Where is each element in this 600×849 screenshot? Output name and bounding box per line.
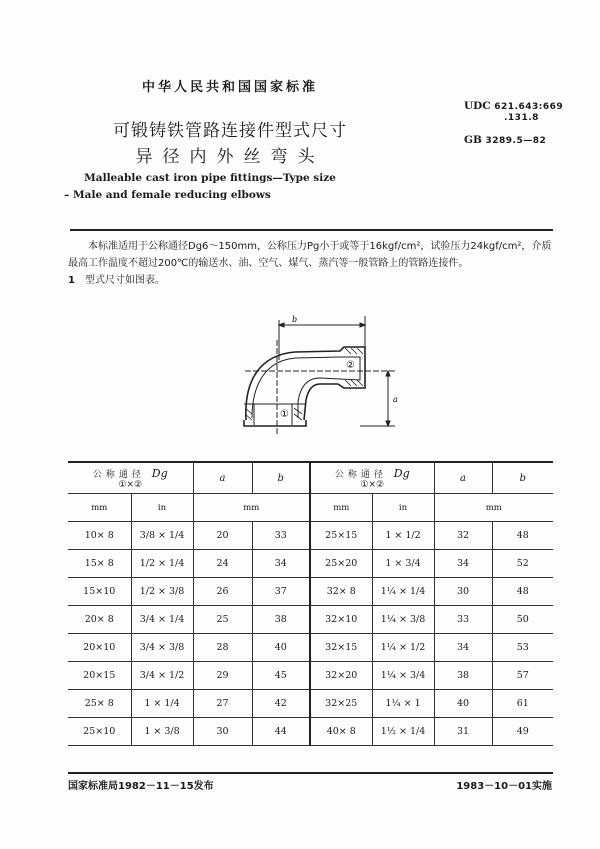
table-row [68,718,553,746]
cell-a: 26 [193,578,252,606]
table-header-row [68,462,553,494]
cell-in: 1¼ × 1/4 [372,578,434,606]
col-a-header: a [434,462,492,494]
cell-a: 30 [193,718,252,746]
cell-in: 3/4 × 1/2 [131,662,193,690]
cell-in: 1¼ × 1 [372,690,434,718]
cell-mm: 10× 8 [68,522,131,550]
cell-b: 52 [492,550,553,578]
cell-a: 38 [434,662,492,690]
cell-in: 1 × 3/8 [131,718,193,746]
cell-mm: 32×15 [310,634,372,662]
cell-b: 61 [492,690,553,718]
scope-paragraph: 本标准适用于公称通径Dg6～150mm，公称压力Pg小于或等于16kgf/cm²，试验压力24kgf/cm²，介质最高工作温度不超过200℃的输送水、油、空气、煤气、蒸汽等一般管路上的管路连接件。 [68,241,552,269]
cell-b: 49 [492,718,553,746]
cell-in: 1½ × 1/4 [372,718,434,746]
cell-b: 53 [492,634,553,662]
cell-mm: 32× 8 [310,578,372,606]
footer-rule [68,772,553,774]
cell-mm: 32×25 [310,690,372,718]
cell-a: 25 [193,606,252,634]
cell-mm: 20× 8 [68,606,131,634]
cell-mm: 40× 8 [310,718,372,746]
unit-mm-ab: mm [193,494,310,522]
section-number: 1 [68,275,75,286]
port-2-marker: ② [346,360,355,371]
combo-label: ①×② [118,479,143,490]
unit-mm: mm [310,494,372,522]
cell-in: 1/2 × 1/4 [131,550,193,578]
english-title: Malleable cast iron pipe fittings—Type size [84,172,336,184]
cell-in: 3/4 × 1/4 [131,606,193,634]
gb-code [464,134,546,146]
cell-mm: 32×10 [310,606,372,634]
gb-label: GB [464,134,482,146]
table-row [68,690,553,718]
cell-in: 1 × 1/2 [372,522,434,550]
udc-value-continued: .131.8 [504,113,539,123]
unit-in: in [131,494,193,522]
nominal-label: 公称通径 Dg [334,466,410,480]
document-title: 可锻铸铁管路连接件型式尺寸 [113,121,347,141]
cell-b: 48 [492,578,553,606]
elbow-drawing [220,300,420,440]
cell-b: 40 [252,634,310,662]
cell-in: 1/2 × 3/8 [131,578,193,606]
combo-label: ①×② [360,479,385,490]
cell-mm: 25×10 [68,718,131,746]
table-row [68,550,553,578]
cell-b: 38 [252,606,310,634]
section-heading [68,272,558,289]
document-subtitle: 异径内外丝弯头 [135,147,325,167]
cell-a: 20 [193,522,252,550]
dimension-a-label: a [393,395,398,404]
udc-value: 621.643:669 [494,102,564,112]
cell-mm: 32×20 [310,662,372,690]
cell-in: 3/8 × 1/4 [131,522,193,550]
table-row [68,662,553,690]
cell-b: 33 [252,522,310,550]
cell-in: 1¼ × 3/4 [372,662,434,690]
nominal-diameter-header-left [68,462,193,494]
port-1-marker: ① [280,409,289,420]
issuing-authority: 中华人民共和国国家标准 [141,80,318,95]
cell-in: 1 × 1/4 [131,690,193,718]
cell-a: 27 [193,690,252,718]
cell-a: 40 [434,690,492,718]
header-rule [70,229,553,231]
issue-date: 国家标准局1982－11－15发布 [68,781,214,792]
unit-mm: mm [68,494,131,522]
col-a-header: a [193,462,252,494]
cell-a: 34 [434,634,492,662]
cell-b: 57 [492,662,553,690]
cell-mm: 25×15 [310,522,372,550]
table-row [68,634,553,662]
dimension-b-label: b [292,315,298,324]
cell-mm: 15×10 [68,578,131,606]
cell-b: 37 [252,578,310,606]
gb-value: 3289.5—82 [485,136,547,146]
table-row [68,522,553,550]
cell-a: 24 [193,550,252,578]
cell-b: 48 [492,522,553,550]
nominal-diameter-header-right [310,462,434,494]
udc-code [464,100,563,112]
dimensions-table [68,461,553,746]
cell-in: 1 × 3/4 [372,550,434,578]
col-b-header: b [492,462,553,494]
cell-b: 42 [252,690,310,718]
cell-a: 29 [193,662,252,690]
section-text: 型式尺寸如图表。 [84,275,165,286]
udc-label: UDC [464,100,491,112]
unit-mm-ab: mm [434,494,553,522]
cell-b: 34 [252,550,310,578]
english-subtitle: – Male and female reducing elbows [64,189,271,201]
cell-a: 30 [434,578,492,606]
table-row [68,578,553,606]
cell-in: 3/4 × 3/8 [131,634,193,662]
cell-mm: 15× 8 [68,550,131,578]
cell-a: 33 [434,606,492,634]
table-unit-row [68,494,553,522]
cell-mm: 20×10 [68,634,131,662]
effective-date: 1983－10－01实施 [456,781,552,792]
cell-in: 1¼ × 3/8 [372,606,434,634]
table-row [68,606,553,634]
unit-in: in [372,494,434,522]
cell-in: 1¼ × 1/2 [372,634,434,662]
cell-mm: 25×20 [310,550,372,578]
cell-a: 34 [434,550,492,578]
cell-a: 32 [434,522,492,550]
col-b-header: b [252,462,310,494]
cell-mm: 20×15 [68,662,131,690]
cell-mm: 25× 8 [68,690,131,718]
cell-b: 45 [252,662,310,690]
cell-a: 31 [434,718,492,746]
nominal-label: 公称通径 Dg [92,466,168,480]
cell-b: 50 [492,606,553,634]
cell-a: 28 [193,634,252,662]
cell-b: 44 [252,718,310,746]
